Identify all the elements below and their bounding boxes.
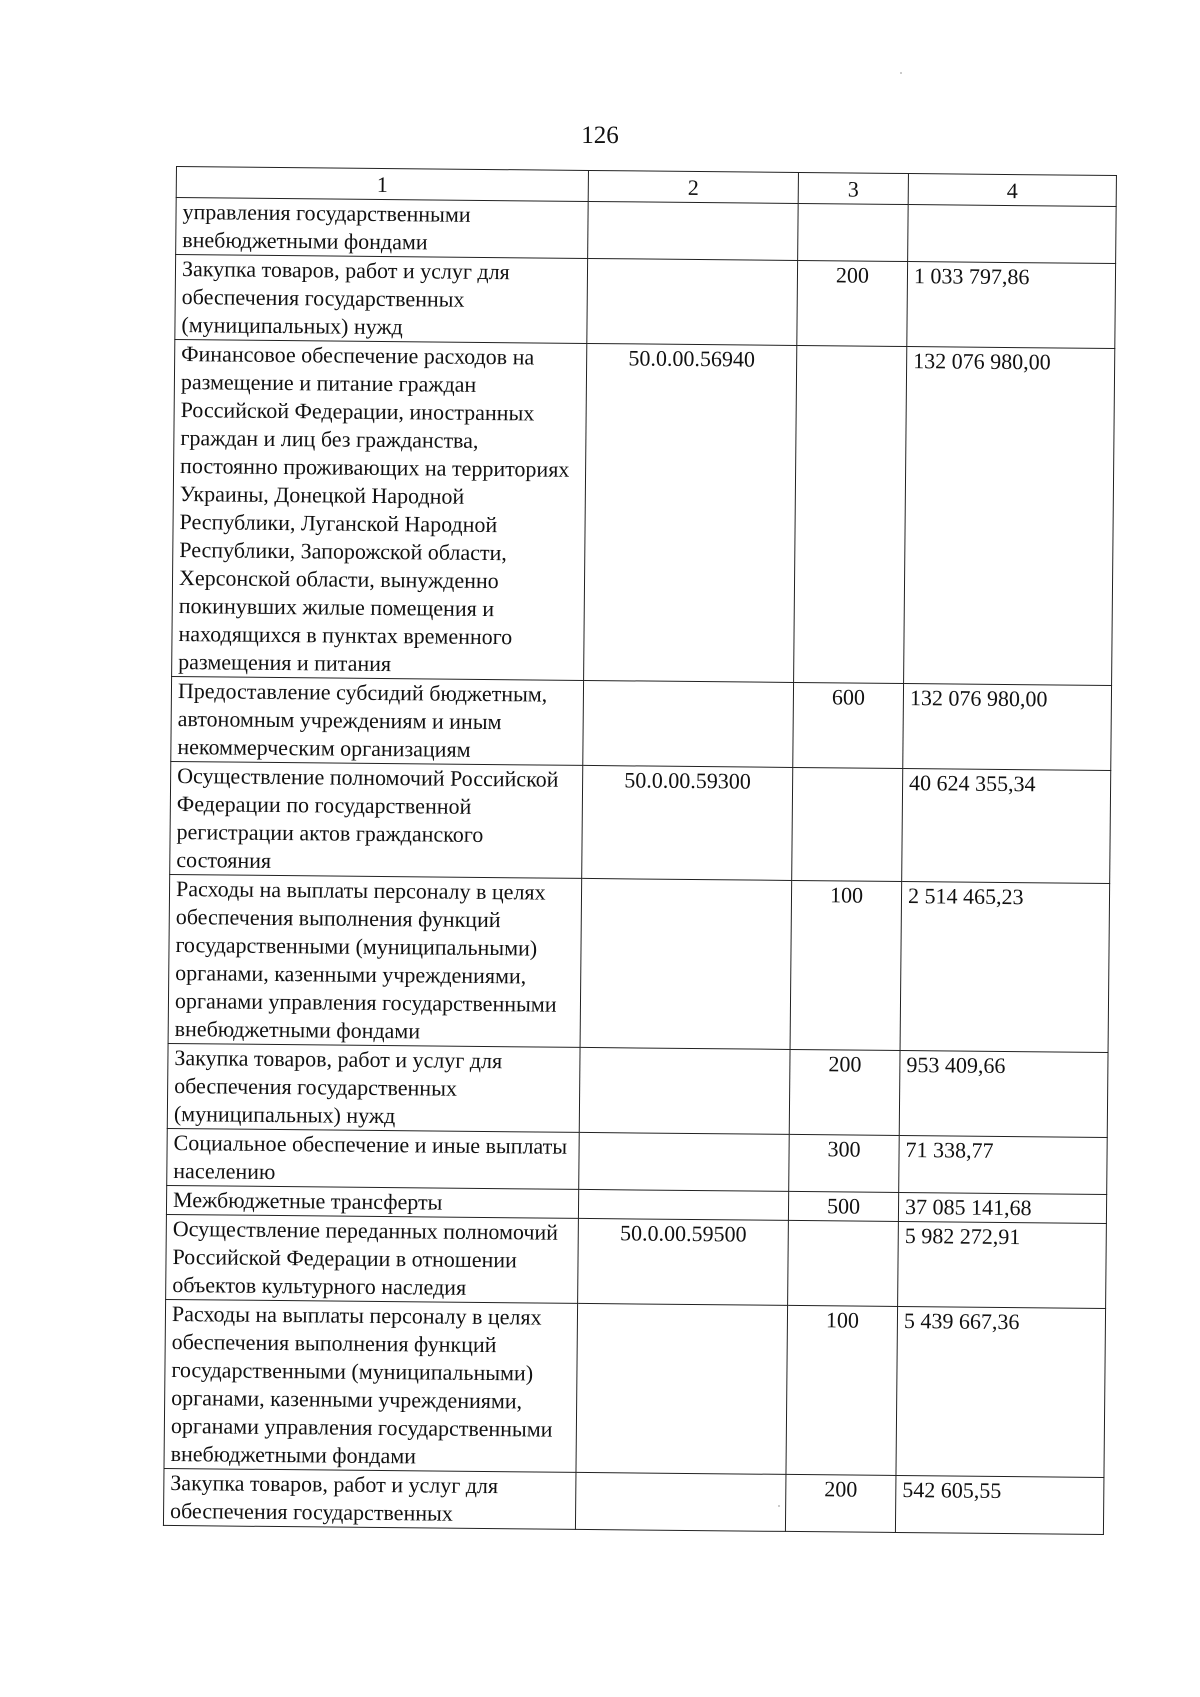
amount: 40 624 355,34 — [902, 769, 1111, 884]
table-row — [172, 339, 1115, 685]
target-article-code: 50.0.00.59500 — [578, 1218, 789, 1305]
target-article-code — [588, 201, 799, 260]
expense-type-code — [788, 1220, 899, 1306]
table-row — [171, 676, 1112, 770]
amount: 37 085 141,68 — [898, 1192, 1106, 1223]
expense-name: Предоставление субсидий бюджетным, автономным учреждениям и иным некоммерческим организациям — [171, 676, 584, 765]
expense-type-code — [792, 767, 903, 881]
scan-speck — [900, 72, 902, 74]
expense-name: Закупка товаров, работ и услуг для обеспечения государственных (муниципальных) нужд — [175, 255, 588, 344]
expense-type-code — [794, 345, 907, 683]
target-article-code: 50.0.00.59300 — [582, 765, 793, 880]
table-row — [163, 1468, 1104, 1534]
amount: 5 982 272,91 — [898, 1221, 1107, 1308]
target-article-code — [580, 878, 792, 1049]
target-article-code — [579, 1047, 790, 1134]
amount — [908, 205, 1117, 264]
expense-type-code: 200 — [797, 260, 908, 346]
page-number: 126 — [581, 122, 619, 149]
amount: 132 076 980,00 — [903, 684, 1112, 771]
amount: 71 338,77 — [899, 1135, 1108, 1194]
target-article-code — [578, 1189, 788, 1220]
expense-name: Закупка товаров, работ и услуг для обеспечения государственных — [163, 1468, 576, 1529]
target-article-code — [587, 258, 798, 345]
table-row — [164, 1299, 1106, 1477]
column-header-3: 3 — [798, 172, 908, 204]
budget-table — [163, 166, 1117, 1535]
expense-type-code: 100 — [786, 1305, 898, 1475]
table-row — [170, 761, 1111, 883]
table-row — [168, 874, 1110, 1052]
expense-name: Осуществление полномочий Российской Федерации по государственной регистрации актов гражданского состояния — [170, 761, 583, 878]
expense-type-code: 100 — [790, 880, 902, 1050]
table-row — [166, 1214, 1107, 1308]
expense-name: Осуществление переданных полномочий Российской Федерации в отношении объектов культурного наследия — [166, 1214, 579, 1303]
expense-type-code: 300 — [789, 1134, 900, 1192]
amount: 132 076 980,00 — [904, 347, 1115, 686]
table-row — [175, 255, 1116, 349]
amount: 2 514 465,23 — [900, 881, 1110, 1052]
column-header-4: 4 — [908, 174, 1116, 207]
expense-type-code: 500 — [788, 1191, 898, 1221]
target-article-code: 50.0.00.56940 — [584, 343, 797, 682]
target-article-code — [575, 1472, 786, 1531]
table-row — [167, 1043, 1108, 1137]
expense-type-code: 600 — [793, 682, 904, 768]
amount: 5 439 667,36 — [896, 1306, 1106, 1477]
scan-speck — [778, 1505, 780, 1507]
amount: 953 409,66 — [899, 1050, 1108, 1137]
expense-name: Социальное обеспечение и иные выплаты населению — [167, 1128, 580, 1189]
target-article-code — [579, 1132, 790, 1191]
expense-type-code — [798, 203, 909, 261]
expense-name: Финансовое обеспечение расходов на размещение и питание граждан Российской Федерации, иностранных граждан и лиц без гражданства, постоянно проживающих на территориях Украины, Донецкой Народной Республики, Луганской Народной Республики, Запорожской области, Херсонской области, вынужденно покинувших жилые помещения и находящихся в пунктах временного размещения и питания — [172, 339, 587, 680]
target-article-code — [576, 1303, 788, 1474]
expense-name: управления государственными внебюджетными фондами — [176, 198, 589, 259]
table-row — [167, 1128, 1108, 1194]
expense-name: Расходы на выплаты персоналу в целях обеспечения выполнения функций государственными (муниципальными) органами, казенными учреждениями, органами управления государственными внебюджетными фондами — [168, 874, 582, 1047]
target-article-code — [583, 680, 794, 767]
expense-type-code: 200 — [789, 1049, 900, 1135]
column-header-1: 1 — [176, 167, 588, 202]
expense-name: Межбюджетные трансферты — [166, 1185, 578, 1218]
amount: 542 605,55 — [895, 1475, 1104, 1534]
table-row — [176, 198, 1117, 264]
amount: 1 033 797,86 — [907, 262, 1116, 349]
expense-type-code: 200 — [785, 1474, 896, 1532]
expense-name: Закупка товаров, работ и услуг для обеспечения государственных (муниципальных) нужд — [167, 1043, 580, 1132]
column-header-2: 2 — [588, 170, 798, 203]
expense-name: Расходы на выплаты персоналу в целях обеспечения выполнения функций государственными (муниципальными) органами, казенными учреждениями, органами управления государственными внебюджетными фондами — [164, 1299, 578, 1472]
